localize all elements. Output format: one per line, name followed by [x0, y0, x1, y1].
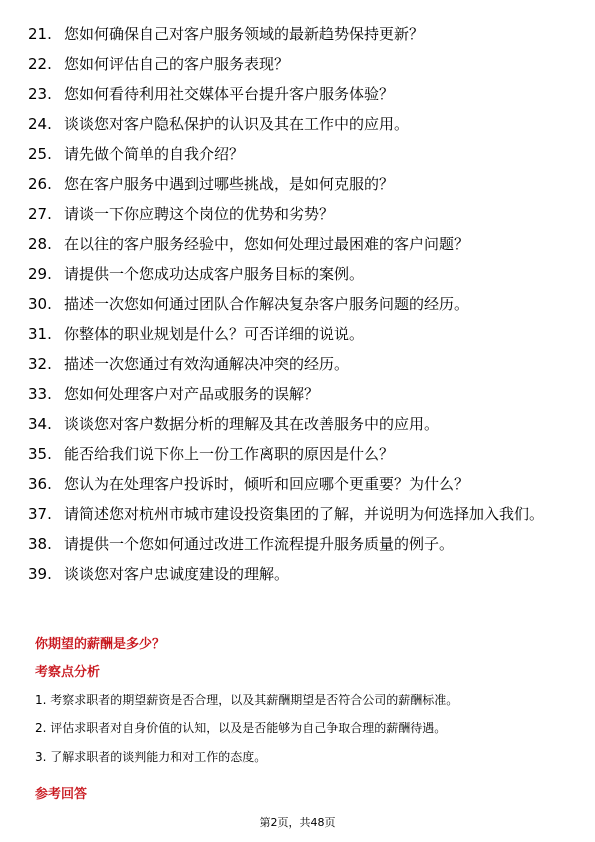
question-number: 36. — [28, 475, 52, 493]
question-text: 谈谈您对客户忠诚度建设的理解。 — [64, 565, 290, 583]
question-number: 39. — [28, 565, 52, 583]
question-number: 28. — [28, 235, 52, 253]
analysis-item: 1. 考察求职者的期望薪资是否合理，以及其薪酬期望是否符合公司的薪酬标准。 — [35, 693, 459, 707]
question-item — [0, 234, 595, 254]
question-item — [0, 204, 595, 224]
question-item — [0, 84, 595, 104]
question-item — [0, 54, 595, 74]
question-number: 35. — [28, 445, 52, 463]
question-item — [0, 144, 595, 164]
analysis-item: 3. 了解求职者的谈判能力和对工作的态度。 — [35, 750, 267, 764]
question-item — [0, 294, 595, 314]
question-number: 25. — [28, 145, 52, 163]
question-number: 24. — [28, 115, 52, 133]
question-item — [0, 24, 595, 44]
question-text: 请先做个简单的自我介绍？ — [64, 145, 245, 163]
question-text: 请提供一个您如何通过改进工作流程提升服务质量的例子。 — [64, 535, 455, 553]
question-item — [0, 564, 595, 584]
question-text: 您如何确保自己对客户服务领域的最新趋势保持更新？ — [64, 25, 425, 43]
reference-heading: 参考回答 — [35, 787, 88, 802]
question-text: 请简述您对杭州市城市建设投资集团的了解，并说明为何选择加入我们。 — [64, 505, 545, 523]
question-item — [0, 474, 595, 494]
question-text: 描述一次您通过有效沟通解决冲突的经历。 — [64, 355, 350, 373]
question-item — [0, 264, 595, 284]
question-text: 您如何看待利用社交媒体平台提升客户服务体验？ — [64, 85, 395, 103]
question-text: 在以往的客户服务经验中，您如何处理过最困难的客户问题？ — [64, 235, 470, 253]
question-number: 33. — [28, 385, 52, 403]
page-footer: 第2页，共48页 — [259, 816, 336, 829]
question-item — [0, 324, 595, 344]
question-item — [0, 114, 595, 134]
question-number: 30. — [28, 295, 52, 313]
analysis-heading: 考察点分析 — [35, 665, 101, 680]
question-text: 您在客户服务中遇到过哪些挑战，是如何克服的？ — [64, 175, 395, 193]
question-text: 请谈一下你应聘这个岗位的优势和劣势？ — [64, 205, 335, 223]
question-text: 请提供一个您成功达成客户服务目标的案例。 — [64, 265, 365, 283]
question-number: 37. — [28, 505, 52, 523]
question-text: 您如何评估自己的客户服务表现？ — [64, 55, 290, 73]
question-item — [0, 174, 595, 194]
question-number: 38. — [28, 535, 52, 553]
question-item — [0, 354, 595, 374]
question-number: 32. — [28, 355, 52, 373]
section-title: 你期望的薪酬是多少？ — [35, 637, 166, 652]
question-item — [0, 414, 595, 434]
question-text: 描述一次您如何通过团队合作解决复杂客户服务问题的经历。 — [64, 295, 470, 313]
question-number: 23. — [28, 85, 52, 103]
question-item — [0, 384, 595, 404]
question-number: 29. — [28, 265, 52, 283]
question-item — [0, 534, 595, 554]
question-list — [0, 24, 595, 594]
question-number: 34. — [28, 415, 52, 433]
analysis-item: 2. 评估求职者对自身价值的认知，以及是否能够为自己争取合理的薪酬待遇。 — [35, 721, 447, 735]
question-text: 您认为在处理客户投诉时，倾听和回应哪个更重要？为什么？ — [64, 475, 470, 493]
question-number: 26. — [28, 175, 52, 193]
question-item — [0, 504, 595, 524]
question-number: 22. — [28, 55, 52, 73]
question-text: 谈谈您对客户数据分析的理解及其在改善服务中的应用。 — [64, 415, 440, 433]
question-text: 您如何处理客户对产品或服务的误解？ — [64, 385, 320, 403]
question-item — [0, 444, 595, 464]
question-number: 31. — [28, 325, 52, 343]
question-number: 27. — [28, 205, 52, 223]
question-text: 能否给我们说下你上一份工作离职的原因是什么？ — [64, 445, 395, 463]
question-text: 谈谈您对客户隐私保护的认识及其在工作中的应用。 — [64, 115, 410, 133]
question-number: 21. — [28, 25, 52, 43]
question-text: 你整体的职业规划是什么？可否详细的说说。 — [64, 325, 365, 343]
